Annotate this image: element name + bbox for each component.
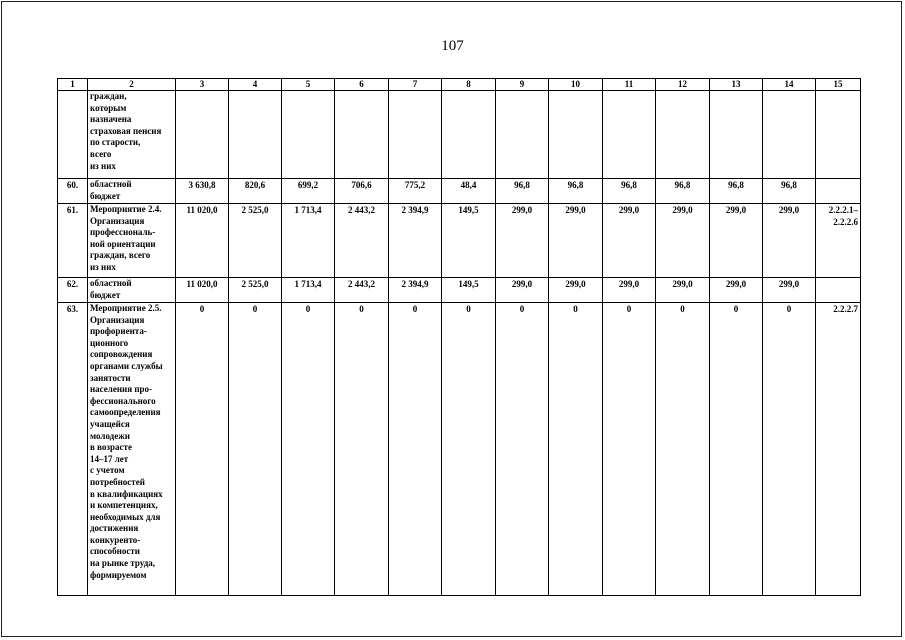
value-cell: 706,6: [335, 179, 389, 204]
header-cell: 1: [58, 79, 88, 91]
value-cell: 1 713,4: [282, 204, 335, 278]
row-number: 61.: [58, 204, 88, 278]
row-number: 62.: [58, 278, 88, 303]
value-cell: 0: [389, 303, 442, 596]
table-row: [58, 204, 861, 278]
value-cell: 2 443,2: [335, 204, 389, 278]
value-cell: [549, 91, 603, 179]
value-cell: [442, 91, 496, 179]
value-cell: 96,8: [496, 179, 549, 204]
value-cell: 11 020,0: [176, 278, 229, 303]
value-cell: 299,0: [549, 204, 603, 278]
table-row: [58, 91, 861, 179]
table-row: [58, 303, 861, 596]
value-cell: 299,0: [763, 204, 816, 278]
value-cell: 299,0: [710, 204, 763, 278]
header-cell: 2: [88, 79, 176, 91]
header-row: [58, 79, 861, 91]
value-cell: [656, 91, 710, 179]
value-cell: 0: [176, 303, 229, 596]
header-cell: 3: [176, 79, 229, 91]
value-cell: 2 394,9: [389, 278, 442, 303]
value-cell: 0: [229, 303, 282, 596]
reference-cell: 2.2.2.7: [816, 303, 861, 596]
value-cell: 699,2: [282, 179, 335, 204]
row-number: 60.: [58, 179, 88, 204]
value-cell: 299,0: [763, 278, 816, 303]
value-cell: 299,0: [656, 204, 710, 278]
value-cell: 775,2: [389, 179, 442, 204]
value-cell: 0: [335, 303, 389, 596]
header-cell: 10: [549, 79, 603, 91]
header-cell: 9: [496, 79, 549, 91]
value-cell: 299,0: [549, 278, 603, 303]
table-row: [58, 278, 861, 303]
value-cell: 96,8: [603, 179, 656, 204]
value-cell: 820,6: [229, 179, 282, 204]
value-cell: 299,0: [603, 278, 656, 303]
value-cell: 96,8: [763, 179, 816, 204]
value-cell: 96,8: [549, 179, 603, 204]
value-cell: 2 443,2: [335, 278, 389, 303]
row-name: Мероприятие 2.5. Организация профориента- ционного сопровождения органами службы занятости населения про- фессионального самоопределения учащейся молодежи в возрасте 14–17 лет с учетом потребностей в квалификациях и компетенциях, необходимых для достижения конкуренто- способности на рынке труда, формируемом: [88, 303, 176, 596]
reference-cell: [816, 91, 861, 179]
value-cell: 0: [710, 303, 763, 596]
value-cell: [603, 91, 656, 179]
header-cell: 4: [229, 79, 282, 91]
header-cell: 5: [282, 79, 335, 91]
table-row: [58, 179, 861, 204]
page-number: 107: [441, 38, 464, 54]
row-name: граждан, которым назначена страховая пенсия по старости, всего из них: [88, 91, 176, 179]
value-cell: 299,0: [496, 204, 549, 278]
value-cell: 299,0: [496, 278, 549, 303]
budget-table: [57, 78, 861, 596]
value-cell: 96,8: [710, 179, 763, 204]
value-cell: 149,5: [442, 204, 496, 278]
row-number: 63.: [58, 303, 88, 596]
row-name: областной бюджет: [88, 278, 176, 303]
row-name: областной бюджет: [88, 179, 176, 204]
value-cell: [176, 91, 229, 179]
value-cell: 11 020,0: [176, 204, 229, 278]
value-cell: 0: [282, 303, 335, 596]
value-cell: [282, 91, 335, 179]
value-cell: 1 713,4: [282, 278, 335, 303]
header-cell: 12: [656, 79, 710, 91]
header-cell: 14: [763, 79, 816, 91]
value-cell: 0: [549, 303, 603, 596]
value-cell: 299,0: [603, 204, 656, 278]
value-cell: [335, 91, 389, 179]
reference-cell: 2.2.2.1– 2.2.2.6: [816, 204, 861, 278]
value-cell: 299,0: [656, 278, 710, 303]
header-cell: 6: [335, 79, 389, 91]
reference-cell: [816, 179, 861, 204]
header-cell: 13: [710, 79, 763, 91]
value-cell: 149,5: [442, 278, 496, 303]
value-cell: 48,4: [442, 179, 496, 204]
row-name: Мероприятие 2.4. Организация профессиональ- ной ориентации граждан, всего из них: [88, 204, 176, 278]
header-cell: 15: [816, 79, 861, 91]
header-cell: 11: [603, 79, 656, 91]
value-cell: 0: [603, 303, 656, 596]
reference-cell: [816, 278, 861, 303]
row-number: [58, 91, 88, 179]
value-cell: [710, 91, 763, 179]
header-cell: 8: [442, 79, 496, 91]
value-cell: 2 394,9: [389, 204, 442, 278]
value-cell: 96,8: [656, 179, 710, 204]
value-cell: [389, 91, 442, 179]
value-cell: 0: [442, 303, 496, 596]
value-cell: 3 630,8: [176, 179, 229, 204]
value-cell: 0: [656, 303, 710, 596]
value-cell: 0: [496, 303, 549, 596]
value-cell: [229, 91, 282, 179]
value-cell: 0: [763, 303, 816, 596]
header-cell: 7: [389, 79, 442, 91]
value-cell: [496, 91, 549, 179]
value-cell: 299,0: [710, 278, 763, 303]
value-cell: 2 525,0: [229, 278, 282, 303]
value-cell: 2 525,0: [229, 204, 282, 278]
value-cell: [763, 91, 816, 179]
